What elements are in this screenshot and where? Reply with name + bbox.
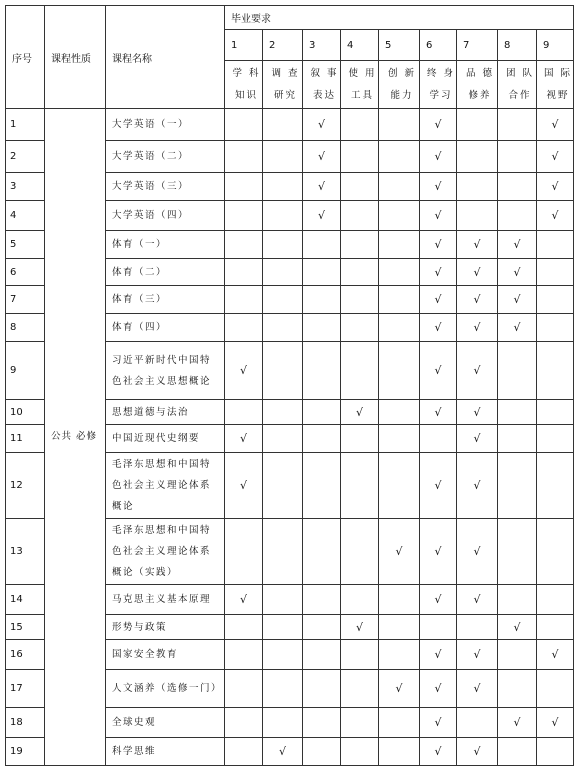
requirement-number: 3 (303, 30, 341, 61)
check-mark-icon: √ (420, 342, 457, 400)
check-mark-icon: √ (457, 286, 498, 314)
requirement-number: 1 (225, 30, 263, 61)
row-id: 14 (6, 585, 45, 615)
check-mark-icon: √ (341, 615, 379, 640)
course-name: 马克思主义基本原理 (106, 585, 225, 615)
empty-cell (379, 141, 420, 173)
empty-cell (457, 141, 498, 173)
empty-cell (498, 453, 537, 519)
empty-cell (537, 425, 574, 453)
empty-cell (420, 615, 457, 640)
empty-cell (225, 286, 263, 314)
empty-cell (379, 400, 420, 425)
check-mark-icon: √ (420, 708, 457, 738)
empty-cell (263, 201, 303, 231)
empty-cell (457, 173, 498, 201)
check-mark-icon: √ (225, 342, 263, 400)
empty-cell (341, 109, 379, 141)
empty-cell (341, 738, 379, 766)
row-id: 1 (6, 109, 45, 141)
empty-cell (498, 519, 537, 585)
course-name: 体育（一） (106, 231, 225, 259)
empty-cell (225, 519, 263, 585)
check-mark-icon: √ (420, 670, 457, 708)
empty-cell (225, 400, 263, 425)
empty-cell (303, 314, 341, 342)
empty-cell (303, 640, 341, 670)
check-mark-icon: √ (263, 738, 303, 766)
empty-cell (225, 314, 263, 342)
empty-cell (263, 173, 303, 201)
check-mark-icon: √ (225, 453, 263, 519)
empty-cell (498, 201, 537, 231)
check-mark-icon: √ (457, 453, 498, 519)
requirement-number: 2 (263, 30, 303, 61)
row-id: 4 (6, 201, 45, 231)
requirement-number: 9 (537, 30, 574, 61)
empty-cell (225, 231, 263, 259)
empty-cell (498, 738, 537, 766)
empty-cell (225, 615, 263, 640)
course-name: 毛泽东思想和中国特色社会主义理论体系概论（实践） (106, 519, 225, 585)
check-mark-icon: √ (420, 585, 457, 615)
empty-cell (303, 231, 341, 259)
empty-cell (263, 400, 303, 425)
check-mark-icon: √ (537, 201, 574, 231)
requirement-number: 5 (379, 30, 420, 61)
empty-cell (341, 314, 379, 342)
empty-cell (225, 738, 263, 766)
requirement-label: 使 用 工具 (341, 61, 379, 109)
row-id: 6 (6, 259, 45, 286)
empty-cell (498, 670, 537, 708)
empty-cell (537, 286, 574, 314)
row-id: 2 (6, 141, 45, 173)
empty-cell (263, 453, 303, 519)
requirement-label: 学 科 知识 (225, 61, 263, 109)
check-mark-icon: √ (457, 400, 498, 425)
empty-cell (457, 201, 498, 231)
course-nature: 公共 必修 (45, 109, 106, 766)
empty-cell (537, 453, 574, 519)
empty-cell (263, 259, 303, 286)
check-mark-icon: √ (420, 314, 457, 342)
check-mark-icon: √ (537, 109, 574, 141)
empty-cell (379, 708, 420, 738)
empty-cell (537, 259, 574, 286)
course-name: 体育（二） (106, 259, 225, 286)
empty-cell (379, 286, 420, 314)
empty-cell (379, 615, 420, 640)
check-mark-icon: √ (537, 141, 574, 173)
table-row (6, 109, 574, 141)
empty-cell (457, 109, 498, 141)
empty-cell (537, 615, 574, 640)
check-mark-icon: √ (420, 109, 457, 141)
row-id: 10 (6, 400, 45, 425)
course-name: 体育（三） (106, 286, 225, 314)
course-requirements-table (5, 5, 574, 766)
empty-cell (537, 585, 574, 615)
check-mark-icon: √ (420, 141, 457, 173)
empty-cell (341, 585, 379, 615)
course-name: 国家安全教育 (106, 640, 225, 670)
empty-cell (263, 342, 303, 400)
empty-cell (303, 670, 341, 708)
empty-cell (303, 585, 341, 615)
empty-cell (263, 708, 303, 738)
empty-cell (303, 425, 341, 453)
empty-cell (303, 453, 341, 519)
empty-cell (303, 708, 341, 738)
requirement-number: 8 (498, 30, 537, 61)
empty-cell (225, 201, 263, 231)
check-mark-icon: √ (457, 231, 498, 259)
empty-cell (537, 519, 574, 585)
check-mark-icon: √ (498, 231, 537, 259)
row-id: 17 (6, 670, 45, 708)
empty-cell (379, 314, 420, 342)
row-id: 16 (6, 640, 45, 670)
check-mark-icon: √ (341, 400, 379, 425)
empty-cell (303, 286, 341, 314)
row-id: 11 (6, 425, 45, 453)
check-mark-icon: √ (420, 738, 457, 766)
header-course-name: 课程名称 (106, 6, 225, 109)
row-id: 18 (6, 708, 45, 738)
requirement-label: 品 德 修养 (457, 61, 498, 109)
empty-cell (341, 342, 379, 400)
course-name: 中国近现代史纲要 (106, 425, 225, 453)
empty-cell (537, 400, 574, 425)
empty-cell (379, 425, 420, 453)
empty-cell (537, 342, 574, 400)
empty-cell (341, 670, 379, 708)
header-seq: 序号 (6, 6, 45, 109)
empty-cell (498, 109, 537, 141)
check-mark-icon: √ (420, 640, 457, 670)
empty-cell (498, 585, 537, 615)
empty-cell (341, 519, 379, 585)
empty-cell (379, 201, 420, 231)
empty-cell (379, 109, 420, 141)
requirement-number: 6 (420, 30, 457, 61)
empty-cell (379, 173, 420, 201)
requirement-label: 创 新 能力 (379, 61, 420, 109)
empty-cell (457, 708, 498, 738)
row-id: 8 (6, 314, 45, 342)
row-id: 3 (6, 173, 45, 201)
empty-cell (379, 453, 420, 519)
requirement-label: 调 查 研究 (263, 61, 303, 109)
check-mark-icon: √ (537, 708, 574, 738)
check-mark-icon: √ (420, 286, 457, 314)
row-id: 15 (6, 615, 45, 640)
check-mark-icon: √ (498, 314, 537, 342)
check-mark-icon: √ (537, 640, 574, 670)
empty-cell (263, 314, 303, 342)
empty-cell (341, 640, 379, 670)
empty-cell (341, 259, 379, 286)
requirement-number: 4 (341, 30, 379, 61)
check-mark-icon: √ (420, 201, 457, 231)
empty-cell (537, 314, 574, 342)
empty-cell (341, 201, 379, 231)
check-mark-icon: √ (537, 173, 574, 201)
requirement-number: 7 (457, 30, 498, 61)
empty-cell (263, 231, 303, 259)
empty-cell (263, 585, 303, 615)
empty-cell (379, 231, 420, 259)
empty-cell (303, 738, 341, 766)
requirement-label: 叙 事 表达 (303, 61, 341, 109)
check-mark-icon: √ (457, 585, 498, 615)
empty-cell (303, 615, 341, 640)
row-id: 5 (6, 231, 45, 259)
check-mark-icon: √ (457, 425, 498, 453)
empty-cell (263, 109, 303, 141)
check-mark-icon: √ (303, 173, 341, 201)
row-id: 9 (6, 342, 45, 400)
header-nature: 课程性质 (45, 6, 106, 109)
empty-cell (303, 342, 341, 400)
requirement-label: 终 身 学习 (420, 61, 457, 109)
empty-cell (379, 738, 420, 766)
empty-cell (341, 231, 379, 259)
row-id: 12 (6, 453, 45, 519)
header-graduation-requirements: 毕业要求 (225, 6, 574, 30)
course-name: 毛泽东思想和中国特色社会主义理论体系概论 (106, 453, 225, 519)
check-mark-icon: √ (420, 400, 457, 425)
empty-cell (263, 425, 303, 453)
empty-cell (537, 670, 574, 708)
empty-cell (498, 342, 537, 400)
check-mark-icon: √ (457, 519, 498, 585)
empty-cell (537, 231, 574, 259)
check-mark-icon: √ (457, 640, 498, 670)
course-name: 大学英语（三） (106, 173, 225, 201)
requirement-label: 国 际 视野 (537, 61, 574, 109)
empty-cell (263, 141, 303, 173)
course-name: 全球史观 (106, 708, 225, 738)
check-mark-icon: √ (225, 425, 263, 453)
course-name: 形势与政策 (106, 615, 225, 640)
check-mark-icon: √ (457, 259, 498, 286)
check-mark-icon: √ (303, 201, 341, 231)
empty-cell (420, 425, 457, 453)
empty-cell (379, 640, 420, 670)
row-id: 13 (6, 519, 45, 585)
empty-cell (341, 286, 379, 314)
course-name: 人文涵养（选修一门） (106, 670, 225, 708)
empty-cell (379, 585, 420, 615)
empty-cell (263, 615, 303, 640)
empty-cell (225, 708, 263, 738)
empty-cell (263, 286, 303, 314)
empty-cell (498, 141, 537, 173)
empty-cell (341, 453, 379, 519)
requirement-label: 团 队 合作 (498, 61, 537, 109)
check-mark-icon: √ (420, 173, 457, 201)
check-mark-icon: √ (457, 670, 498, 708)
check-mark-icon: √ (420, 453, 457, 519)
empty-cell (498, 640, 537, 670)
check-mark-icon: √ (303, 109, 341, 141)
empty-cell (498, 400, 537, 425)
empty-cell (263, 519, 303, 585)
check-mark-icon: √ (420, 259, 457, 286)
check-mark-icon: √ (379, 519, 420, 585)
check-mark-icon: √ (457, 342, 498, 400)
course-name: 大学英语（一） (106, 109, 225, 141)
empty-cell (225, 173, 263, 201)
check-mark-icon: √ (498, 708, 537, 738)
empty-cell (225, 640, 263, 670)
check-mark-icon: √ (498, 259, 537, 286)
check-mark-icon: √ (420, 519, 457, 585)
course-name: 大学英语（二） (106, 141, 225, 173)
empty-cell (498, 425, 537, 453)
check-mark-icon: √ (498, 286, 537, 314)
empty-cell (263, 640, 303, 670)
empty-cell (341, 425, 379, 453)
course-name: 体育（四） (106, 314, 225, 342)
empty-cell (225, 109, 263, 141)
empty-cell (263, 670, 303, 708)
empty-cell (341, 141, 379, 173)
check-mark-icon: √ (225, 585, 263, 615)
course-name: 思想道德与法治 (106, 400, 225, 425)
check-mark-icon: √ (498, 615, 537, 640)
empty-cell (341, 708, 379, 738)
empty-cell (303, 519, 341, 585)
empty-cell (225, 670, 263, 708)
empty-cell (341, 173, 379, 201)
course-name: 大学英语（四） (106, 201, 225, 231)
check-mark-icon: √ (457, 314, 498, 342)
row-id: 7 (6, 286, 45, 314)
course-name: 科学思维 (106, 738, 225, 766)
empty-cell (303, 400, 341, 425)
row-id: 19 (6, 738, 45, 766)
empty-cell (225, 141, 263, 173)
empty-cell (379, 259, 420, 286)
check-mark-icon: √ (457, 738, 498, 766)
course-name: 习近平新时代中国特色社会主义思想概论 (106, 342, 225, 400)
empty-cell (303, 259, 341, 286)
empty-cell (498, 173, 537, 201)
check-mark-icon: √ (303, 141, 341, 173)
empty-cell (537, 738, 574, 766)
empty-cell (225, 259, 263, 286)
check-mark-icon: √ (379, 670, 420, 708)
check-mark-icon: √ (420, 231, 457, 259)
empty-cell (457, 615, 498, 640)
empty-cell (379, 342, 420, 400)
